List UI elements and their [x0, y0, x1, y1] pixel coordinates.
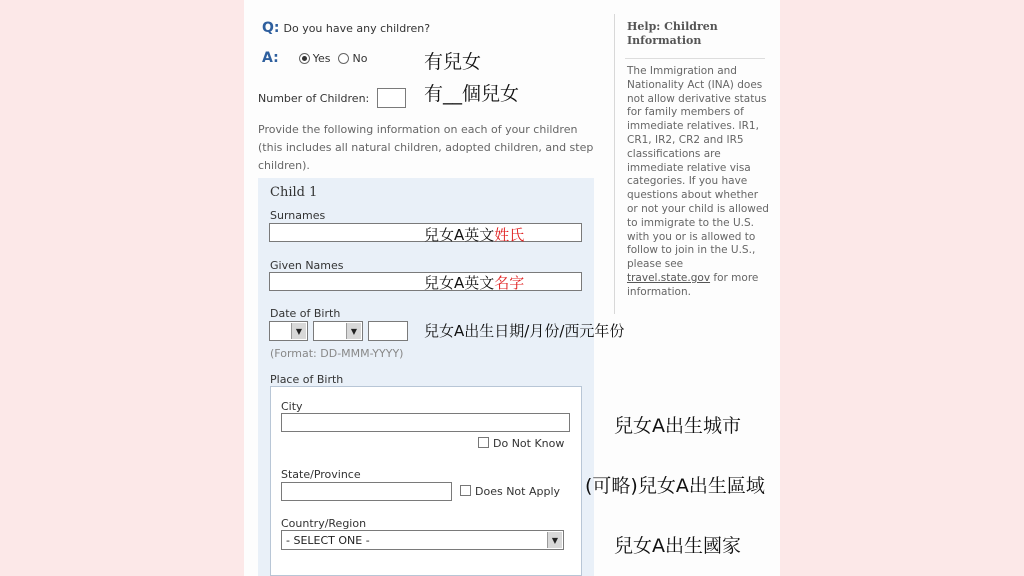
answer-prefix: A: [262, 50, 279, 66]
help-link[interactable]: travel.state.gov [627, 271, 711, 284]
annotation-child-count [424, 79, 519, 106]
instructions-text: Provide the following information on each of your children (this includes all natural children, adopted children, and step children). [258, 123, 594, 172]
annotation-count-blank: __ [443, 83, 463, 105]
given-names-label: Given Names [270, 259, 344, 272]
annotation-city: 兒女A出生城市 [614, 415, 741, 437]
chevron-down-icon: ▼ [346, 323, 361, 339]
no-label: No [352, 51, 368, 65]
answer-row [262, 50, 367, 66]
annotation-state: (可略)兒女A出生區域 [585, 475, 765, 497]
annotation-has-children: 有兒女 [424, 51, 482, 73]
state-label: State/Province [281, 468, 361, 481]
annotation-surname [424, 224, 524, 245]
number-of-children-input[interactable] [377, 88, 406, 108]
chevron-down-icon: ▼ [547, 532, 562, 548]
annotation-country: 兒女A出生國家 [614, 535, 741, 557]
annotation-given-pre: 兒女A英文 [424, 274, 495, 292]
do-not-know-checkbox[interactable] [478, 437, 489, 448]
child-title: Child 1 [270, 185, 318, 200]
no-radio[interactable] [338, 53, 349, 64]
number-of-children-label: Number of Children: [258, 92, 370, 105]
annotation-count-post: 個兒女 [462, 83, 520, 105]
city-label: City [281, 400, 303, 413]
help-sidebar [614, 14, 767, 314]
help-title: Help: Children Information [627, 20, 718, 47]
help-body [615, 59, 769, 300]
do-not-know-label: Do Not Know [493, 437, 565, 450]
city-input[interactable] [281, 413, 570, 432]
state-input[interactable] [281, 482, 452, 501]
does-not-apply-label: Does Not Apply [475, 485, 561, 498]
annotation-given [424, 272, 524, 293]
does-not-apply-checkbox[interactable] [460, 485, 471, 496]
city-do-not-know [478, 437, 564, 450]
dob-year-input[interactable] [368, 321, 408, 341]
yes-radio[interactable] [299, 53, 310, 64]
question [262, 20, 430, 36]
dob-format-hint: (Format: DD-MMM-YYYY) [270, 347, 404, 360]
annotation-given-red: 名字 [494, 274, 525, 292]
country-select[interactable] [281, 530, 564, 550]
dob-month-select[interactable] [313, 321, 363, 341]
annotation-surname-red: 姓氏 [494, 226, 525, 244]
help-body-text: The Immigration and Nationality Act (INA) does not allow derivative status for family members of immediate relatives. IR1, CR1, IR2, CR2 and IR5 classifications are immediate relative visa categories. If you have questions about whether or not your child is allowed to immigrate to the U.S. with you or is allowed to follow to join in the U.S., please see [627, 65, 769, 271]
chevron-down-icon: ▼ [291, 323, 306, 339]
place-of-birth-label: Place of Birth [270, 373, 344, 386]
surnames-label: Surnames [270, 209, 326, 222]
question-text: Do you have any children? [283, 22, 431, 35]
dob-day-select[interactable] [269, 321, 308, 341]
annotation-count-pre: 有 [424, 83, 444, 105]
yes-label: Yes [312, 51, 331, 65]
question-prefix: Q: [262, 20, 280, 36]
country-label: Country/Region [281, 517, 367, 530]
dob-label: Date of Birth [270, 307, 341, 320]
help-body-end: for more information. [627, 271, 759, 298]
state-does-not-apply [460, 485, 560, 498]
annotation-surname-pre: 兒女A英文 [424, 226, 495, 244]
annotation-dob: 兒女A出生日期/月份/西元年份 [424, 322, 625, 340]
country-select-value: - SELECT ONE - [286, 533, 370, 547]
